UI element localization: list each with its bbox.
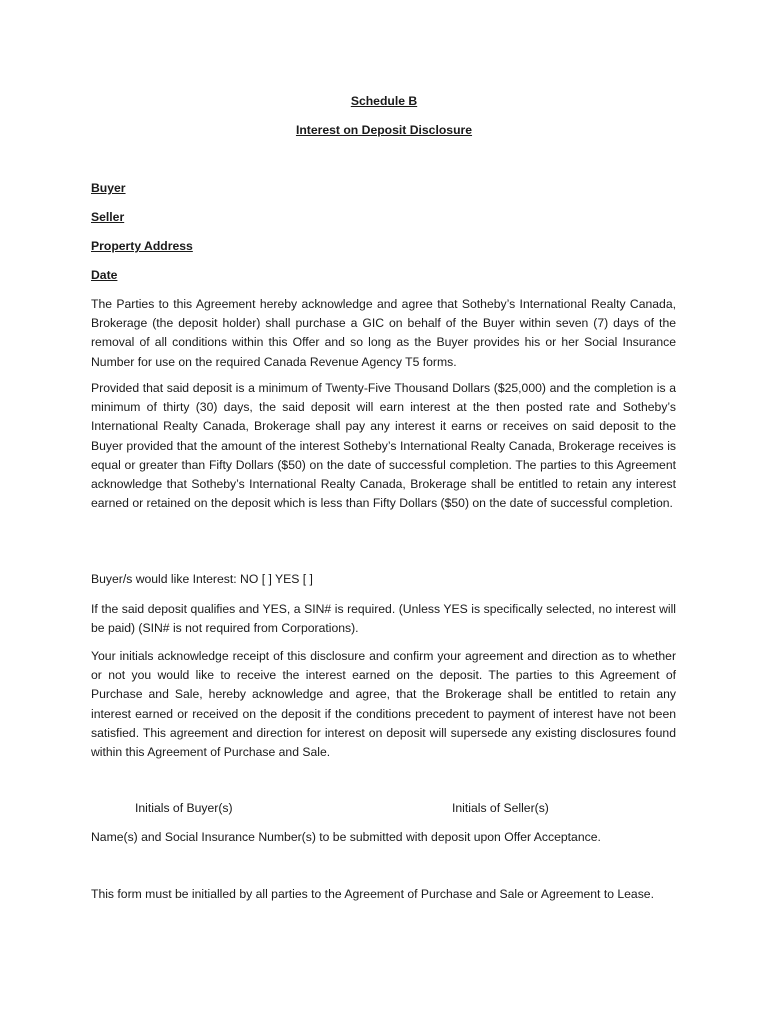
buyer-initials-label: Initials of Buyer(s)	[135, 801, 233, 815]
gic-purchase-paragraph: The Parties to this Agreement hereby acknowledge and agree that Sotheby’s International Realty Canada, Brokerage (the deposit holder) shall purchase a GIC on behalf of the Buyer within seven (7) days of the removal of all conditions within this Offer and so long as the Buyer provides his or her Social Insurance Number for use on the required Canada Revenue Agency T5 forms.	[91, 297, 676, 369]
schedule-title: Schedule B	[350, 94, 418, 108]
interest-choice-line: Buyer/s would like Interest: NO [ ] YES [ ]	[91, 572, 313, 586]
initials-acknowledgement-paragraph: Your initials acknowledge receipt of this disclosure and confirm your agreement and direction as to whether or not you would like to receive the interest earned on the deposit. The parties to this Agreement of Purchase and Sale, hereby acknowledge and agree, that the Brokerage shall be entitled to retain any interest earned or received on the deposit if the conditions precedent to payment of interest have not been satisfied. This agreement and direction for interest on deposit will supersede any existing disclosures found within this Agreement of Purchase and Sale.	[91, 649, 676, 760]
footer-initialling-note: This form must be initialled by all parties to the Agreement of Purchase and Sale or Agreement to Lease.	[91, 887, 654, 901]
document-title: Interest on Deposit Disclosure	[295, 123, 473, 137]
date-field-label: Date	[91, 268, 118, 282]
seller-field-label: Seller	[91, 210, 125, 224]
seller-initials-label: Initials of Seller(s)	[452, 801, 549, 815]
property-address-field-label: Property Address	[91, 239, 193, 253]
sin-requirement-paragraph: If the said deposit qualifies and YES, a SIN# is required. (Unless YES is specifically selected, no interest will be paid) (SIN# is not required from Corporations).	[91, 602, 676, 636]
buyer-field-label: Buyer	[91, 181, 126, 195]
interest-conditions-paragraph: Provided that said deposit is a minimum of Twenty-Five Thousand Dollars ($25,000) and the completion is a minimum of thirty (30) days, the said deposit will earn interest at the then posted rate and Sotheby’s International Realty Canada, Brokerage shall pay any interest it earns or receives on said deposit to the Buyer provided that the amount of the interest Sotheby’s International Realty Canada, Brokerage receives is equal or greater than Fifty Dollars ($50) on the date of successful completion. The parties to this Agreement acknowledge that Sotheby’s International Realty Canada, Brokerage shall be entitled to retain any interest earned or retained on the deposit which is less than Fifty Dollars ($50) on the date of successful completion.	[91, 381, 676, 511]
sin-submission-note: Name(s) and Social Insurance Number(s) to be submitted with deposit upon Offer Acceptance.	[91, 830, 601, 844]
